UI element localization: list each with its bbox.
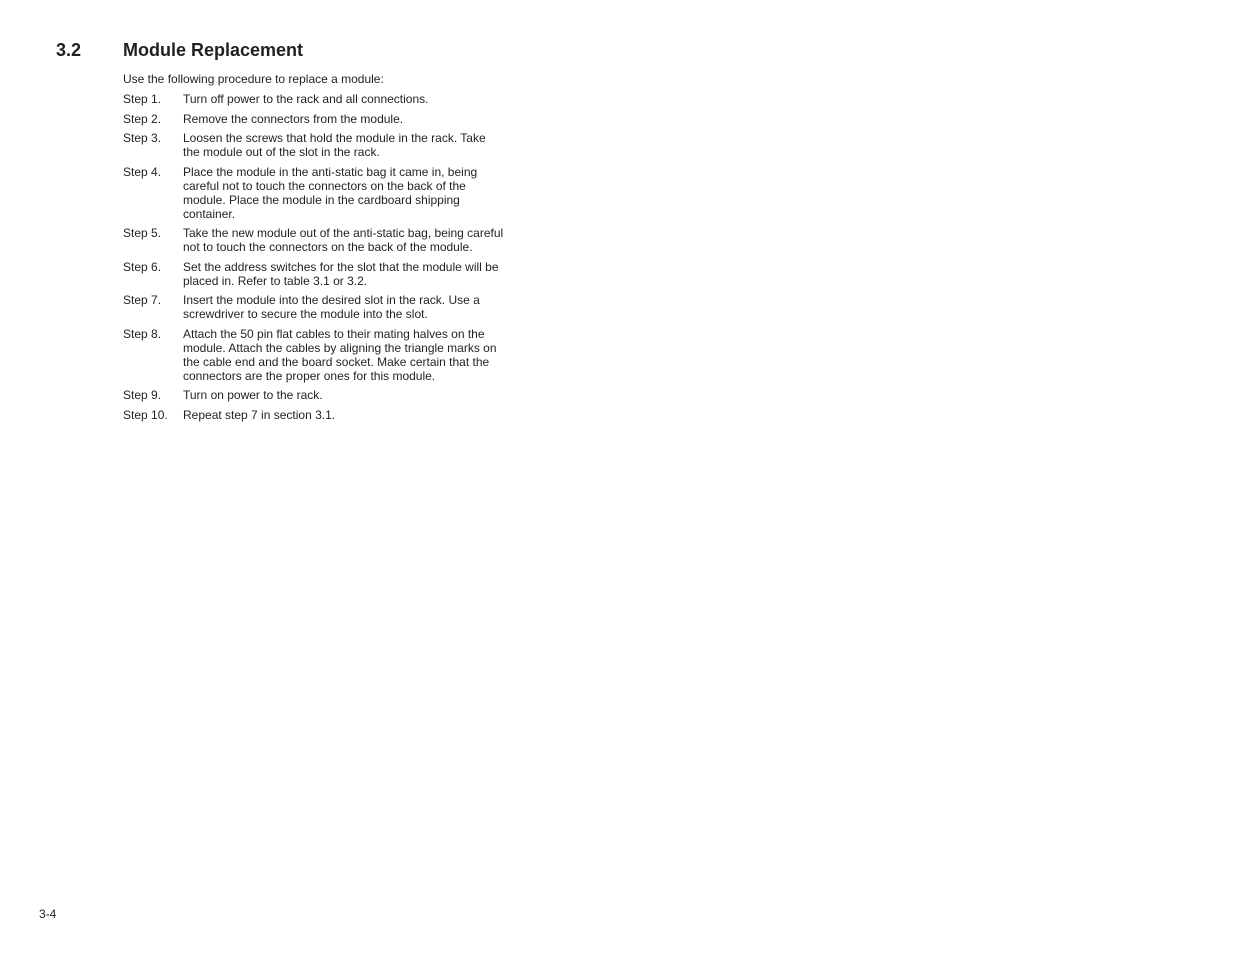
step-item (123, 92, 523, 106)
step-item (123, 226, 523, 254)
step-text: Insert the module into the desired slot in the rack. Use a screwdriver to secure the module into the slot. (183, 293, 480, 321)
step-item (123, 388, 523, 402)
step-item (123, 408, 523, 422)
step-label: Step 8. (123, 326, 162, 341)
step-text: Attach the 50 pin flat cables to their mating halves on the module. Attach the cables by aligning the triangle marks on the cable end and the board socket. Make certain that the connectors are the proper ones for this module. (183, 326, 497, 383)
step-text: Remove the connectors from the module. (183, 111, 404, 126)
step-label: Step 2. (123, 111, 162, 126)
procedure-steps (123, 92, 523, 427)
step-label: Step 4. (123, 164, 162, 179)
step-item (123, 165, 523, 221)
step-label: Step 3. (123, 131, 162, 145)
step-item (123, 293, 523, 321)
step-label: Step 9. (123, 388, 162, 402)
step-text: Turn off power to the rack and all connections. (183, 92, 429, 106)
step-label: Step 1. (123, 92, 162, 106)
step-item (123, 112, 523, 126)
page-number: 3-4 (39, 907, 57, 921)
step-label: Step 10. (123, 407, 168, 422)
step-text: Turn on power to the rack. (183, 388, 323, 402)
step-text: Repeat step 7 in section 3.1. (183, 407, 336, 422)
step-item (123, 327, 523, 383)
step-text: Set the address switches for the slot that the module will be placed in. Refer to table 3.1 or 3.2. (183, 259, 499, 288)
section-title: Module Replacement (123, 40, 304, 60)
step-label: Step 5. (123, 226, 162, 240)
step-text: Loosen the screws that hold the module in the rack. Take the module out of the slot in the rack. (183, 131, 486, 159)
step-item (123, 131, 523, 159)
step-text: Take the new module out of the anti-static bag, being careful not to touch the connectors on the back of the module. (183, 226, 504, 254)
intro-text: Use the following procedure to replace a module: (123, 72, 384, 86)
section-number: 3.2 (56, 40, 82, 60)
step-text: Place the module in the anti-static bag it came in, being careful not to touch the connectors on the back of the module. Place the module in the cardboard shipping container. (183, 164, 478, 221)
step-label: Step 6. (123, 259, 162, 274)
step-item (123, 260, 523, 288)
step-label: Step 7. (123, 293, 162, 307)
